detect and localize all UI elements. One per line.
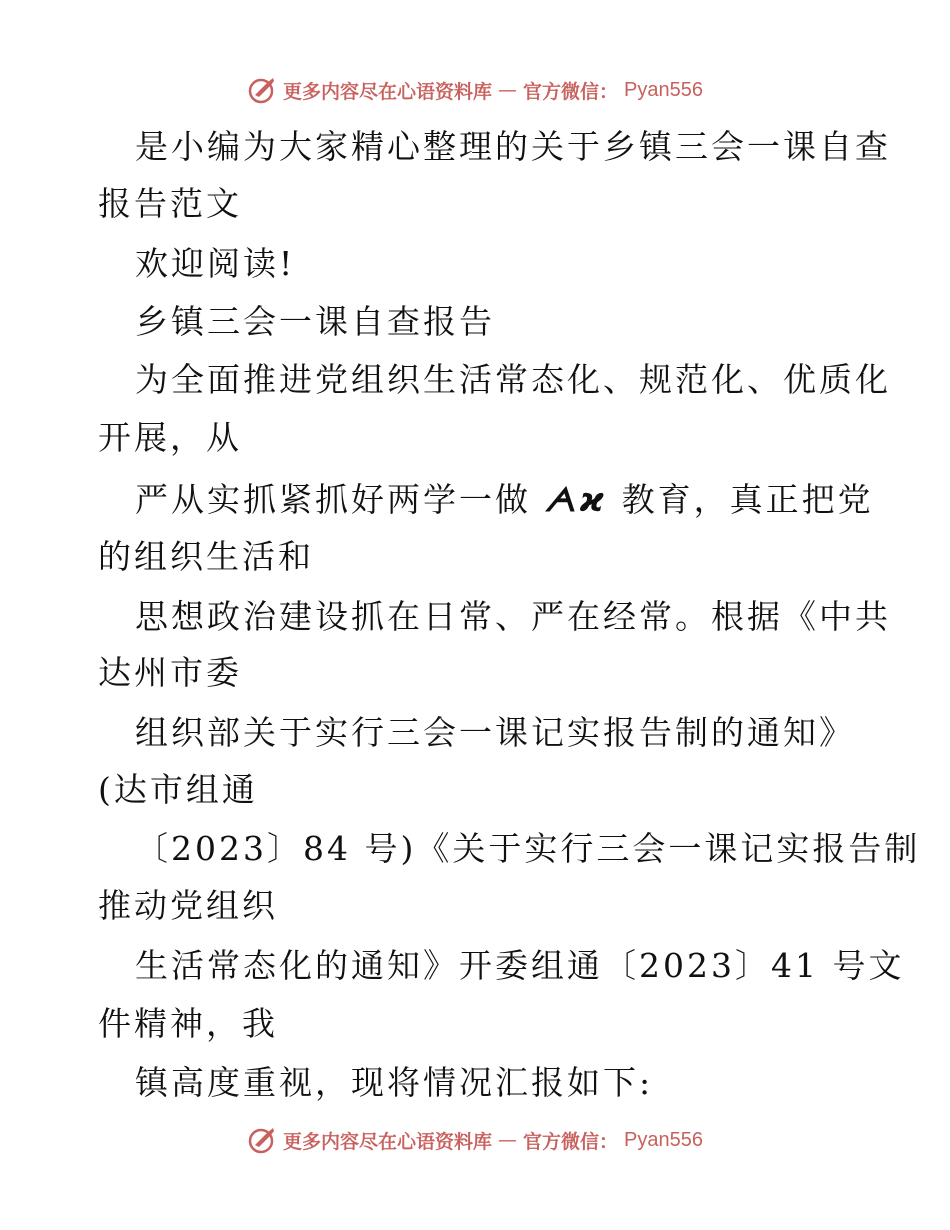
text-line-9: 思想政治建设抓在日常、严在经常。根据《中共	[135, 597, 891, 636]
text-line-7-part-b: 教育，真正把党	[621, 480, 874, 519]
text-line-4-heading: 乡镇三会一课自查报告	[135, 302, 495, 341]
text-line-3: 欢迎阅读!	[135, 244, 296, 283]
text-line-1: 是小编为大家精心整理的关于乡镇三会一课自查	[135, 127, 891, 166]
watermark-dash: —	[498, 79, 518, 101]
text-line-15: 生活常态化的通知》开委组通〔2023〕41 号文	[135, 946, 905, 985]
watermark-official-label: 官方微信：	[523, 80, 619, 103]
watermark-official-label: 官方微信：	[523, 1130, 619, 1153]
text-line-7-glyphs: ᗅϰ	[544, 480, 609, 519]
text-line-7-part-a: 严从实抓紧抓好两学一做	[135, 480, 531, 519]
watermark-wechat-id: Pyan556	[624, 78, 703, 101]
watermark-wechat-id: Pyan556	[624, 1128, 703, 1151]
watermark-dash: —	[498, 1129, 518, 1151]
watermark-title: 更多内容尽在心语资料库	[283, 80, 493, 103]
watermark-title: 更多内容尽在心语资料库	[283, 1130, 493, 1153]
text-line-17: 镇高度重视，现将情况汇报如下:	[135, 1063, 654, 1102]
text-line-14: 推动党组织	[98, 886, 278, 925]
text-line-8: 的组织生活和	[98, 537, 314, 576]
text-line-10: 达州市委	[98, 653, 242, 692]
header-watermark	[0, 70, 950, 110]
footer-watermark	[0, 1120, 950, 1160]
text-line-5: 为全面推进党组织生活常态化、规范化、优质化	[135, 360, 891, 399]
pen-logo-icon	[247, 75, 277, 105]
pen-logo-icon	[247, 1125, 277, 1155]
text-line-13: 〔2023〕84 号)《关于实行三会一课记实报告制	[135, 829, 921, 868]
text-line-16: 件精神，我	[98, 1004, 278, 1043]
text-line-7	[135, 480, 874, 520]
text-line-6: 开展，从	[98, 418, 242, 457]
text-line-2: 报告范文	[98, 184, 242, 223]
text-line-12: (达市组通	[98, 770, 258, 809]
text-line-11: 组织部关于实行三会一课记实报告制的通知》	[135, 713, 855, 752]
